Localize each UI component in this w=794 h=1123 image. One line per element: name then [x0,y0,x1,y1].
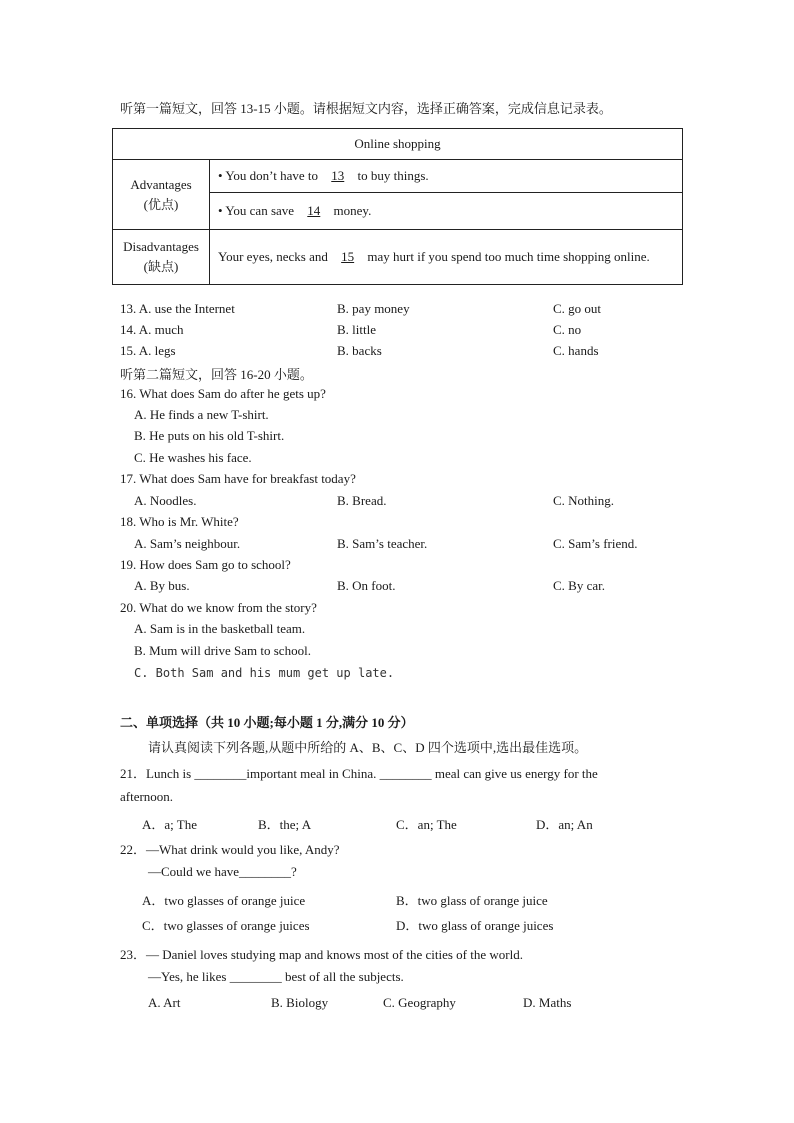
adv2-post: money. [333,203,372,218]
advantages-cell [113,160,210,230]
q21-option-c: C．an; The [396,817,457,832]
q23-option-a: A. Art [148,995,181,1010]
q21-line1: 21．Lunch is ________important meal in China. ________ meal can give us energy for the [120,766,598,781]
q19-option-b: B. On foot. [337,578,396,593]
q17-question: 17. What does Sam have for breakfast today? [120,471,356,486]
disadvantages-label: Disadvantages [123,239,199,254]
disadvantage-row [210,230,683,285]
q22-option-d: D．two glass of orange juices [396,918,554,933]
q22-option-a: A．two glasses of orange juice [142,893,306,908]
q23-line2: —Yes, he likes ________ best of all the subjects. [148,969,404,984]
q20-option-a: A. Sam is in the basketball team. [134,621,306,636]
q17-option-c: C. Nothing. [553,493,615,508]
q18-option-c: C. Sam’s friend. [553,536,638,551]
section1-instruction: 听第一篇短文，回答 13-15 小题。请根据短文内容，选择正确答案，完成信息记录表。 [120,101,612,116]
q21-line2: afternoon. [120,789,174,804]
q23-option-c: C. Geography [383,995,456,1010]
record-table [112,128,683,285]
q23-option-b: B. Biology [271,995,329,1010]
q19-option-c: C. By car. [553,578,605,593]
q19-option-a: A. By bus. [134,578,190,593]
q22-option-c: C．two glasses of orange juices [142,918,310,933]
disadvantages-cell [113,230,210,285]
q23-line1: 23．— Daniel loves studying map and knows most of the cities of the world. [120,947,523,962]
q14-option-a: 14. A. much [120,322,184,337]
q15-option-b: B. backs [337,343,382,358]
part2-instruction: 请认真阅读下列各题,从题中所给的 A、B、C、D 四个选项中,选出最佳选项。 [148,740,588,755]
q22-line2: —Could we have________? [148,864,297,879]
q20-option-c: C. Both Sam and his mum get up late. [134,666,395,680]
q22-option-b: B．two glass of orange juice [396,893,548,908]
q18-option-b: B. Sam’s teacher. [337,536,428,551]
q13-option-b: B. pay money [337,301,410,316]
q14-option-b: B. little [337,322,376,337]
blank-13: 13 [331,168,345,183]
table-title: Online shopping [113,129,683,160]
q20-option-b: B. Mum will drive Sam to school. [134,643,311,658]
q21-option-d: D．an; An [536,817,593,832]
dis-pre: Your eyes, necks and [218,249,328,264]
q21-option-b: B．the; A [258,817,312,832]
q18-question: 18. Who is Mr. White? [120,514,239,529]
advantage-row-2 [210,193,683,230]
q16-option-a: A. He finds a new T-shirt. [134,407,269,422]
q13-option-c: C. go out [553,301,602,316]
adv1-post: to buy things. [357,168,429,183]
q18-option-a: A. Sam’s neighbour. [134,536,241,551]
q13-option-a: 13. A. use the Internet [120,301,235,316]
q19-question: 19. How does Sam go to school? [120,557,291,572]
q15-option-c: C. hands [553,343,599,358]
advantages-label: Advantages [130,176,192,192]
blank-15: 15 [341,249,355,264]
q16-option-c: C. He washes his face. [134,450,252,465]
advantages-cn-label: (优点) [143,196,179,212]
q17-option-a: A. Noodles. [134,493,197,508]
q17-option-b: B. Bread. [337,493,387,508]
q15-option-a: 15. A. legs [120,343,176,358]
q23-option-d: D. Maths [523,995,572,1010]
q20-question: 20. What do we know from the story? [120,600,317,615]
q16-option-b: B. He puts on his old T-shirt. [134,428,285,443]
section2-instruction: 听第二篇短文，回答 16-20 小题。 [120,367,313,382]
dis-post: may hurt if you spend too much time shopping online. [367,249,650,264]
adv1-pre: • You don’t have to [218,168,319,183]
advantage-row-1 [210,160,683,193]
part2-heading: 二、单项选择（共 10 小题;每小题 1 分,满分 10 分） [120,715,414,730]
q21-option-a: A．a; The [142,817,197,832]
q22-line1: 22．—What drink would you like, Andy? [120,842,340,857]
blank-14: 14 [307,203,321,218]
disadvantages-cn-label: (缺点) [143,259,179,274]
adv2-pre: • You can save [218,203,295,218]
q16-question: 16. What does Sam do after he gets up? [120,386,326,401]
q14-option-c: C. no [553,322,582,337]
